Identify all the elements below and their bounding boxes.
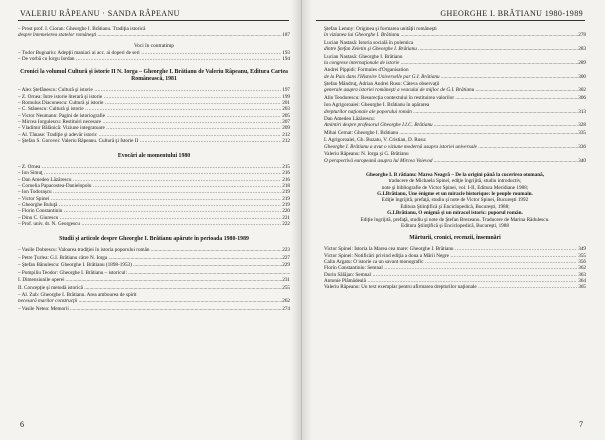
bibliography-line: traducere de Michaela Spinei, ediţie îngrijită, studiu introductiv, (388, 178, 522, 185)
toc-entry-page: 255 (282, 284, 290, 291)
toc-entry-author: Valeriu Râpeanu: N. Iorga şi G. Brătianu (324, 151, 409, 158)
toc-entry-title: – Z. Ornea ..... (18, 164, 281, 170)
toc-entry-page: 203 (282, 106, 290, 113)
toc-entry-title: – C. Stănescu: Cultură şi istorie ..... (18, 106, 281, 112)
toc-entry-title: Alin Teodorescu: Resurecţia contextului în restituirea valorilor ..... (324, 95, 578, 101)
left-top-entries (18, 26, 290, 39)
toc-entry-page: 212 (282, 131, 290, 138)
toc-entry-title: – De vorbă cu Iorgu Iordan ..... (18, 56, 281, 62)
right-page-content (324, 26, 586, 291)
toc-entry (324, 81, 586, 94)
toc-entry-page: 212 (282, 137, 290, 144)
toc-entry-page: 209 (282, 125, 290, 132)
toc-entry-page: 221 (282, 214, 290, 221)
toc-entry-title: – Pompiliu Teodor: Gheorghe I. Brătianu – istoricul: ..... (18, 270, 290, 276)
left-header-rule (18, 20, 289, 21)
toc-entry-title: Victor Spinei: Istoria la Marea cea mare: Gheorghe I. Brătianu ..... (324, 246, 577, 252)
toc-entry-title-line (324, 95, 586, 101)
toc-entry-title: Valeriu Râpeanu: Un text exemplar pentru afirmarea drepturilor naţionale ..... (324, 284, 577, 290)
bibliography-line: Gheorghe I. B rătianu: Marea Neagră – De la origini până la cucerirea otomană, (365, 171, 545, 178)
toc-entry-title: – Alex Ştefănescu: Cultură şi istorie ..... (18, 87, 281, 93)
left-spine-shadow (291, 0, 301, 440)
toc-entry (324, 95, 586, 101)
toc-entry-title: – Ştefan S. Gorovei: Valeriu Râpeanu. Cultură şi Istorie II ..... (18, 138, 281, 144)
toc-entry (18, 247, 290, 253)
section-3-list (18, 247, 290, 312)
left-page (0, 0, 302, 440)
toc-entry-title: în viziunea lui Gheorghe I. Brătianu ..... (324, 32, 578, 38)
right-section-title: Mărturii, cronici, recenzii, însemnări (409, 235, 501, 242)
toc-entry (324, 130, 586, 136)
toc-entry (18, 56, 290, 62)
toc-entry-page: 216 (282, 176, 290, 183)
bibliography-line: Ediţie îngrijită, prefaţă, studiu şi note de Ştefan Brezeanu. Traducere de Marina Rădulescu. (360, 216, 550, 223)
toc-entry-title: – Vasile Dobrescu: Valoarea tradiţiei în istoria poporului român ..... (18, 247, 282, 253)
toc-entry-title-line (324, 109, 586, 115)
toc-entry-title: dintre Ştefan Zeletin şi Gheorghe I. Brătianu ..... (324, 46, 578, 52)
toc-entry (18, 26, 290, 39)
toc-entry-page: 207 (282, 118, 290, 125)
toc-entry-title-line (324, 130, 586, 136)
left-page-content (18, 26, 290, 313)
toc-entry (18, 138, 290, 144)
left-page-number: 6 (20, 420, 24, 429)
toc-entry-page: 362 (578, 265, 586, 272)
toc-entry-page: 283 (578, 46, 586, 53)
toc-entry-title: O perspectivă europeană asupra lui Mircea Voievod ..... (324, 158, 578, 164)
toc-entry-page: 227 (282, 254, 290, 261)
toc-entry (324, 54, 586, 67)
toc-entry-title: Victor Spinei: Notificări privind ediţia a doua a Mării Negre ..... (324, 253, 577, 259)
toc-entry-author: – Prost prof. I. Cioran: Gheorghe I. Brătianu. Tradiţia istorică (18, 26, 146, 32)
toc-entry (324, 151, 586, 164)
toc-entry-page: 215 (282, 164, 290, 171)
toc-entry-title: – Z. Ornea: Între istorie literară şi istorie ..... (18, 94, 281, 100)
contratimp-list (18, 50, 290, 63)
toc-entry-page: 349 (578, 246, 586, 253)
toc-entry-title-line (18, 247, 290, 253)
toc-entry-page: 313 (578, 108, 586, 115)
toc-entry-title: – Ştefan Bănulescu: Gheorghe I. Brătianu (1898-1953) ..... (18, 262, 282, 268)
bibliography-block (324, 172, 586, 230)
toc-entry-page: 205 (282, 112, 290, 119)
toc-entry-title: – Tudor Bugnariu: Adepţii maniaci ai acc. ai doperi de seri ..... (18, 50, 281, 56)
toc-entry-title-line (18, 298, 290, 304)
toc-entry-author: Dan Amedeo Lăzărescu: (324, 116, 375, 123)
toc-entry-title: necesară marilor construcţii ..... (18, 298, 282, 304)
toc-entry-title: – Vladimir Bălănică: Viziune integratoare ..... (18, 125, 281, 131)
toc-entry-page: 222 (282, 220, 290, 227)
toc-entry-title: de la Paix dans l'Histoire Universelle par G.I. Brătianu ..... (324, 74, 578, 80)
toc-entry-title: – Romulus Diaconescu: Cultură şi istorie ..... (18, 100, 281, 106)
toc-entry-author: Andrei Pippidi: Formules d'Organisation (324, 67, 409, 74)
toc-entry-page: 356 (578, 259, 586, 266)
toc-entry-title-line (324, 60, 586, 66)
section-1-list (18, 87, 290, 144)
toc-entry (18, 262, 290, 268)
toc-entry-page: 193 (282, 49, 290, 56)
toc-entry (18, 277, 290, 283)
toc-entry-title-line (18, 306, 290, 312)
toc-entry-title: – Victor Neumann: Pagini de istoriografie ..... (18, 113, 281, 119)
toc-entry-title-line (324, 46, 586, 52)
toc-entry-title: Amintiri despre profesorul Gheorghe I.I.C. Brătianu ..... (324, 122, 578, 128)
right-header-rule (316, 20, 585, 21)
toc-entry-page: 306 (578, 94, 586, 101)
toc-entry-author: Ştefan Lemny: Originea şi formarea unităţii româneşti (324, 26, 437, 32)
toc-entry-title: – Prof. univ. dr. N. Georgescu ..... (18, 221, 281, 227)
toc-entry-page: 219 (282, 195, 290, 202)
toc-entry (18, 306, 290, 312)
toc-entry-title: – Dan Amedeo Lăzărescu ..... (18, 177, 281, 183)
toc-entry-title: – Mircea Iorgulescu: Restituiri necesare ..... (18, 119, 281, 125)
bibliography-line: note şi bibliografie de Victor Spinei, vol. I-II, Editura Meridiane 1988; (381, 184, 529, 191)
toc-entry-title: – Ion Simuţ ..... (18, 170, 281, 176)
right-running-head: GHEORGHE I. BRĂTIANU 1980-1989 (440, 9, 583, 18)
toc-entry-title-line (324, 144, 586, 150)
toc-entry-title-line (324, 122, 586, 128)
toc-entry-title-line (18, 32, 290, 38)
toc-entry-page: 302 (578, 87, 586, 94)
toc-entry (18, 221, 290, 227)
toc-entry (18, 285, 290, 291)
right-page-number: 7 (579, 420, 583, 429)
toc-entry-title: – Dinu C. Giurescu ..... (18, 215, 281, 221)
bibliography-line: Ediţie îngrijită, prefaţă, studiu şi note de Victor Spinei, Bucureşti 1992 (381, 197, 529, 204)
toc-entry-page: 340 (578, 157, 586, 164)
toc-entry-title: I. Dimensiunile operei ..... (18, 277, 282, 283)
toc-entry-title-line (18, 277, 290, 283)
toc-entry-title: – Al. Tănase: Tradiţie şi adevăr istoric ..... (18, 132, 281, 138)
toc-entry-page: 328 (578, 122, 586, 129)
toc-entry-title: generale asupra istoriei româneşti a veacului de mijloc de G.I. Brătianu ..... (324, 87, 578, 93)
toc-entry-title-line (324, 158, 586, 164)
toc-entry-page: 220 (282, 208, 290, 215)
toc-entry-title: Calin Argatu: O istorie ca un savant monografic ..... (324, 259, 577, 265)
toc-entry-title: – Cornelia Papacostea-Danielopolu ..... (18, 183, 281, 189)
toc-entry-page: 289 (578, 59, 586, 66)
toc-entry-page: 363 (578, 271, 586, 278)
toc-entry-title: II. Concepţie şi metodă istorică ..... (18, 285, 282, 291)
toc-entry-title-line (18, 255, 290, 261)
toc-entry-title: despre întemeierea statelor româneşti ..... (18, 32, 282, 38)
toc-entry-author: Ion Agrigoroaiei: Gheorghe I. Brătianu în apărarea (324, 102, 430, 109)
toc-entry-page: 218 (282, 183, 290, 190)
toc-entry-page: 229 (282, 262, 290, 269)
toc-entry-page: 187 (282, 32, 290, 39)
toc-entry-page: 365 (578, 284, 586, 291)
toc-entry-page: 216 (282, 170, 290, 177)
toc-entry-page: 199 (282, 93, 290, 100)
toc-entry-author: I. Agrigoroaiei, Gh. Buzatu, V. Cristian, D. Rusu: (324, 137, 427, 144)
toc-entry-page: 300 (578, 73, 586, 80)
bibliography-line: G.I.Brătianu, Une énigme et un miracle historique: le peuple roumain. (377, 191, 533, 198)
toc-entry-title: – Florin Constantiniu ..... (18, 208, 281, 214)
toc-entry (324, 102, 586, 115)
toc-entry-title: – Gheorghe Buluţă ..... (18, 202, 281, 208)
toc-entry-page: 219 (282, 189, 290, 196)
toc-entry-page: 219 (282, 201, 290, 208)
toc-entry-title-line (18, 285, 290, 291)
toc-entry (18, 255, 290, 261)
subheading-contratimp: Voci în contratimp (133, 42, 175, 49)
toc-entry-page: 201 (282, 100, 290, 107)
section-1-title: Cronici la volumul Cultură şi istorie II N. Iorga – Gheorghe I. Brătianu de Valeriu Râpeanu, Editura Cartea Românească, 1981 (20, 69, 288, 83)
toc-entry-title: – Vasile Netea: Memorii ..... (18, 306, 282, 312)
toc-entry-page: 197 (282, 87, 290, 94)
toc-entry (18, 270, 290, 276)
toc-entry-title: Antonie Plămădeală ..... (324, 278, 577, 284)
toc-entry-title-line (324, 32, 586, 38)
toc-entry-page: 231 (282, 277, 290, 284)
toc-entry-page: 262 (282, 298, 290, 305)
toc-entry-author: Ştefan Mândruţ, Adrian Andrei Rusu: Câteva observaţii (324, 81, 440, 88)
toc-entry-page: 223 (282, 247, 290, 254)
toc-entry (324, 26, 586, 39)
toc-entry-page: 274 (282, 305, 290, 312)
toc-entry-page: 194 (282, 56, 290, 63)
right-page (302, 0, 605, 440)
right-section-list (324, 246, 586, 290)
toc-entry-title: Florin Constantiniu: Semnal ..... (324, 265, 577, 271)
toc-entry-title-line (324, 87, 586, 93)
toc-entry-title-line (324, 74, 586, 80)
toc-entry-page: 355 (578, 252, 586, 259)
toc-entry-title: drepturilor naţionale ale poporului român ..... (324, 109, 578, 115)
toc-entry-author: Lucian Nastasă: Istoria socială în polemica (324, 39, 414, 46)
toc-entry-title: – Ion Todoraşcu ..... (18, 189, 281, 195)
toc-entry-title: la congrese internaţionale de istorie ..... (324, 60, 578, 66)
toc-entry-page: 336 (578, 143, 586, 150)
section-2-list (18, 164, 290, 227)
toc-entry-author: Lucian Nastasă: Gheorghe I. Brătianu (324, 53, 403, 60)
toc-entry-title: – Petre Ţurlea: G.I. Brătianu către N. Iorga ..... (18, 255, 282, 261)
bibliography-line: Editura Ştiinţifică şi Enciclopedică, Bucureşti, 1988; (400, 203, 510, 210)
section-2-title: Evocări ale momentului 1980 (117, 153, 191, 160)
bibliography-line: Editura Ştiinţifică şi Enciclopedică, Bucureşti, 1988 (401, 223, 509, 230)
toc-entry-title: Dorin Sălăjan: Semnal ..... (324, 272, 577, 278)
toc-entry (324, 116, 586, 129)
toc-entry-page: 364 (578, 277, 586, 284)
toc-entry (324, 67, 586, 80)
toc-entry (324, 284, 586, 290)
section-3-title: Studii şi articole despre Gheorghe I. Brătianu apărute în perioada 1980-1989 (59, 236, 249, 243)
toc-entry-title-line (18, 262, 290, 268)
toc-entry (18, 292, 290, 305)
right-spine-shadow (302, 0, 312, 440)
toc-entry-page: 278 (578, 32, 586, 39)
toc-entry (324, 40, 586, 53)
toc-entry-title-line (18, 270, 290, 276)
bibliography-line: G.I.Brătianu, O enigmă şi un miracol istoric: poporul român. (387, 210, 523, 217)
left-running-head: VALERIU RÂPEANU · SANDA RÂPEANU (20, 9, 180, 18)
toc-entry-title: – Victor Spinei ..... (18, 196, 281, 202)
toc-entry-title: Gheorghe I. Brătianu a avut o viziune modernă asupra istoriei universale ..... (324, 144, 578, 150)
right-entries-list (324, 26, 586, 164)
toc-entry-title: Mihai Cernat: Gheorghe I. Brătianu ..... (324, 130, 578, 136)
toc-entry-author: – Al. Zub: Gheorghe I. Brătianu. Area ambourea de spirit (18, 292, 137, 299)
toc-entry-page: 335 (578, 129, 586, 136)
toc-entry (324, 137, 586, 150)
